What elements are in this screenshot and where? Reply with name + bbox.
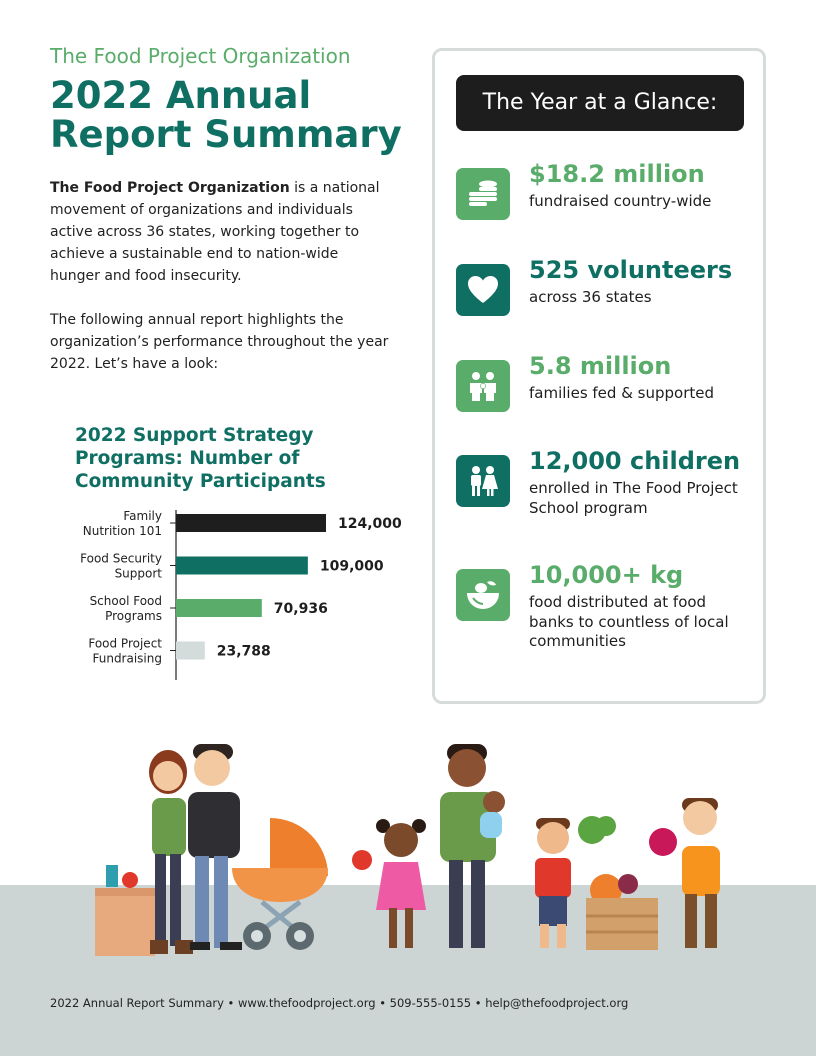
stat-desc: food distributed at food banks to countless of local communities — [529, 593, 729, 650]
intro-text — [50, 177, 390, 375]
stat-value: 5.8 million — [529, 352, 672, 380]
chart-value-label: 23,788 — [216, 643, 271, 660]
chart-category-label: Support — [114, 566, 162, 581]
page-title — [50, 76, 410, 154]
stat-desc: fundraised country-wide — [529, 192, 712, 210]
intro-paragraph-2: The following annual report highlights the organization’s performance throughout the year 2022. Let’s have a look: — [50, 312, 389, 372]
stroller-illustration — [232, 818, 328, 950]
heart-icon — [456, 264, 510, 316]
chart-category-label: Fundraising — [92, 651, 162, 666]
chart-category-label: Food Project — [88, 636, 162, 651]
man-illustration — [188, 744, 242, 950]
chart-value-label: 124,000 — [338, 516, 402, 532]
stat-desc: enrolled in The Food Project School program — [529, 479, 738, 517]
chart-bar — [176, 642, 205, 660]
food-bowl-icon — [456, 569, 510, 621]
bar-chart — [50, 510, 410, 685]
org-name: The Food Project Organization — [50, 44, 351, 68]
page-title-line1: 2022 Annual — [50, 74, 312, 117]
stat-value: 12,000 children — [529, 447, 741, 475]
chart-bar — [176, 557, 308, 575]
intro-paragraph-1 — [50, 177, 390, 287]
vegetable-crate-illustration — [586, 874, 658, 950]
stat-value: 10,000+ kg — [529, 561, 684, 589]
intro-org-name: The Food Project Organization — [50, 180, 290, 196]
chart-value-label: 70,936 — [273, 601, 328, 617]
intro-paragraph-1-text: is a national movement of organizations and individuals active across 36 states, working together to achieve a sustainable end to nation-wide hunger and food insecurity. — [50, 180, 380, 284]
chart-category-label: Programs — [105, 609, 162, 623]
page-title-line2: Report Summary — [50, 113, 402, 156]
girl-illustration — [352, 819, 426, 948]
father-with-baby-illustration — [440, 744, 505, 948]
stat-desc: across 36 states — [529, 288, 652, 306]
stat-value: $18.2 million — [529, 160, 705, 188]
grocery-bag-illustration — [95, 865, 155, 956]
chart-bar — [176, 514, 326, 532]
family-icon — [456, 360, 510, 412]
chart-category-label: Family — [123, 510, 162, 523]
stat-desc: families fed & supported — [529, 384, 715, 402]
chart-category-label: School Food — [89, 594, 162, 608]
chart-title: 2022 Support Strategy Programs: Number of Community Participants — [75, 425, 326, 492]
chart-value-label: 109,000 — [319, 558, 384, 575]
community-illustration — [0, 730, 816, 960]
man-with-beet-illustration — [649, 798, 720, 948]
woman-illustration — [149, 750, 193, 954]
coins-icon — [456, 168, 510, 220]
stat-value: 525 volunteers — [529, 256, 733, 284]
year-at-a-glance-card — [432, 48, 766, 704]
chart-category-label: Nutrition 101 — [82, 524, 162, 538]
chart-bar — [176, 599, 262, 617]
glance-header: The Year at a Glance: — [456, 75, 744, 131]
chart-category-label: Food Security — [80, 551, 162, 566]
children-icon — [456, 455, 510, 507]
footer-text: 2022 Annual Report Summary • www.thefoodproject.org • 509-555-0155 • help@thefoodproject.org — [50, 996, 629, 1010]
